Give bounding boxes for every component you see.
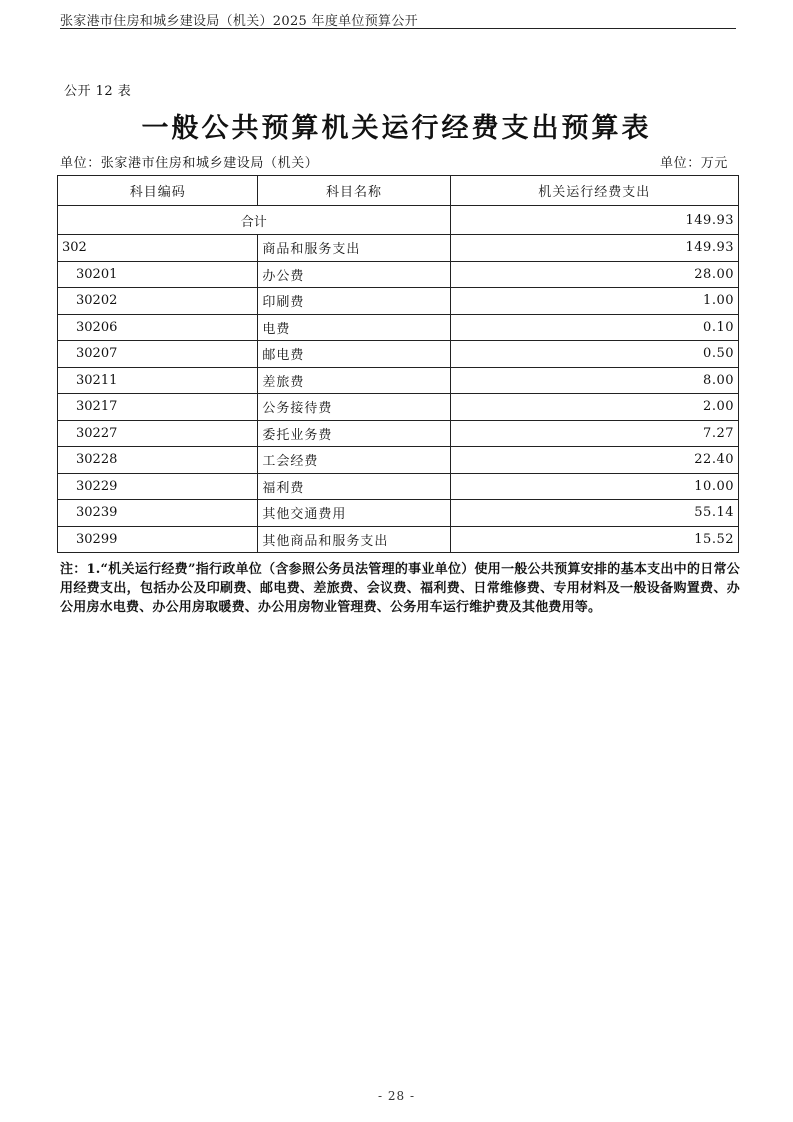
row-code: 30207 bbox=[58, 341, 258, 368]
column-header-code: 科目编码 bbox=[58, 176, 258, 206]
row-name: 其他商品和服务支出 bbox=[258, 526, 450, 553]
row-code: 30217 bbox=[58, 394, 258, 421]
row-code: 30227 bbox=[58, 420, 258, 447]
row-name: 办公费 bbox=[258, 261, 450, 288]
column-header-name: 科目名称 bbox=[258, 176, 450, 206]
table-header-row bbox=[58, 176, 739, 206]
row-amount: 28.00 bbox=[450, 261, 738, 288]
table-row bbox=[58, 314, 739, 341]
row-amount: 22.40 bbox=[450, 447, 738, 474]
table-row bbox=[58, 261, 739, 288]
row-code: 30211 bbox=[58, 367, 258, 394]
footnote: 注：1.“机关运行经费”指行政单位（含参照公务员法管理的事业单位）使用一般公共预算安排的基本支出中的日常公用经费支出，包括办公及印刷费、邮电费、差旅费、会议费、福利费、日常维修费、专用材料及一般设备购置费、办公用房水电费、办公用房取暖费、办公用房物业管理费、公务用车运行维护费及其他费用等。 bbox=[60, 562, 740, 615]
row-name: 电费 bbox=[258, 314, 450, 341]
header-rule bbox=[60, 28, 736, 29]
table-row bbox=[58, 473, 739, 500]
table-number-label: 公开 12 表 bbox=[64, 84, 132, 99]
table-row bbox=[58, 526, 739, 553]
table-row bbox=[58, 288, 739, 315]
row-name: 印刷费 bbox=[258, 288, 450, 315]
row-code: 30206 bbox=[58, 314, 258, 341]
table-row bbox=[58, 500, 739, 527]
row-amount: 2.00 bbox=[450, 394, 738, 421]
row-code: 30228 bbox=[58, 447, 258, 474]
row-code: 30239 bbox=[58, 500, 258, 527]
table-row bbox=[58, 235, 739, 262]
row-name: 公务接待费 bbox=[258, 394, 450, 421]
row-amount: 1.00 bbox=[450, 288, 738, 315]
row-amount: 0.50 bbox=[450, 341, 738, 368]
budget-table bbox=[57, 175, 739, 553]
row-amount: 55.14 bbox=[450, 500, 738, 527]
total-label: 合计 bbox=[58, 206, 451, 235]
row-amount: 149.93 bbox=[450, 235, 738, 262]
running-header: 张家港市住房和城乡建设局（机关）2025 年度单位预算公开 bbox=[60, 14, 418, 29]
row-amount: 8.00 bbox=[450, 367, 738, 394]
row-name: 邮电费 bbox=[258, 341, 450, 368]
row-amount: 0.10 bbox=[450, 314, 738, 341]
table-row bbox=[58, 447, 739, 474]
row-amount: 10.00 bbox=[450, 473, 738, 500]
row-name: 福利费 bbox=[258, 473, 450, 500]
row-name: 差旅费 bbox=[258, 367, 450, 394]
table-row bbox=[58, 341, 739, 368]
table-row bbox=[58, 367, 739, 394]
reporting-unit-label: 单位：张家港市住房和城乡建设局（机关） bbox=[60, 156, 319, 171]
row-amount: 7.27 bbox=[450, 420, 738, 447]
row-name: 委托业务费 bbox=[258, 420, 450, 447]
table-row bbox=[58, 420, 739, 447]
page-title: 一般公共预算机关运行经费支出预算表 bbox=[141, 113, 652, 144]
row-code: 30201 bbox=[58, 261, 258, 288]
row-amount: 15.52 bbox=[450, 526, 738, 553]
column-header-amount: 机关运行经费支出 bbox=[450, 176, 738, 206]
page-number: - 28 - bbox=[377, 1089, 415, 1103]
currency-unit-label: 单位：万元 bbox=[660, 156, 729, 171]
row-code: 30202 bbox=[58, 288, 258, 315]
row-name: 工会经费 bbox=[258, 447, 450, 474]
table-row bbox=[58, 394, 739, 421]
row-name: 商品和服务支出 bbox=[258, 235, 450, 262]
row-name: 其他交通费用 bbox=[258, 500, 450, 527]
row-code: 30229 bbox=[58, 473, 258, 500]
row-code: 302 bbox=[58, 235, 258, 262]
total-value: 149.93 bbox=[450, 206, 738, 235]
table-total-row bbox=[58, 206, 739, 235]
row-code: 30299 bbox=[58, 526, 258, 553]
